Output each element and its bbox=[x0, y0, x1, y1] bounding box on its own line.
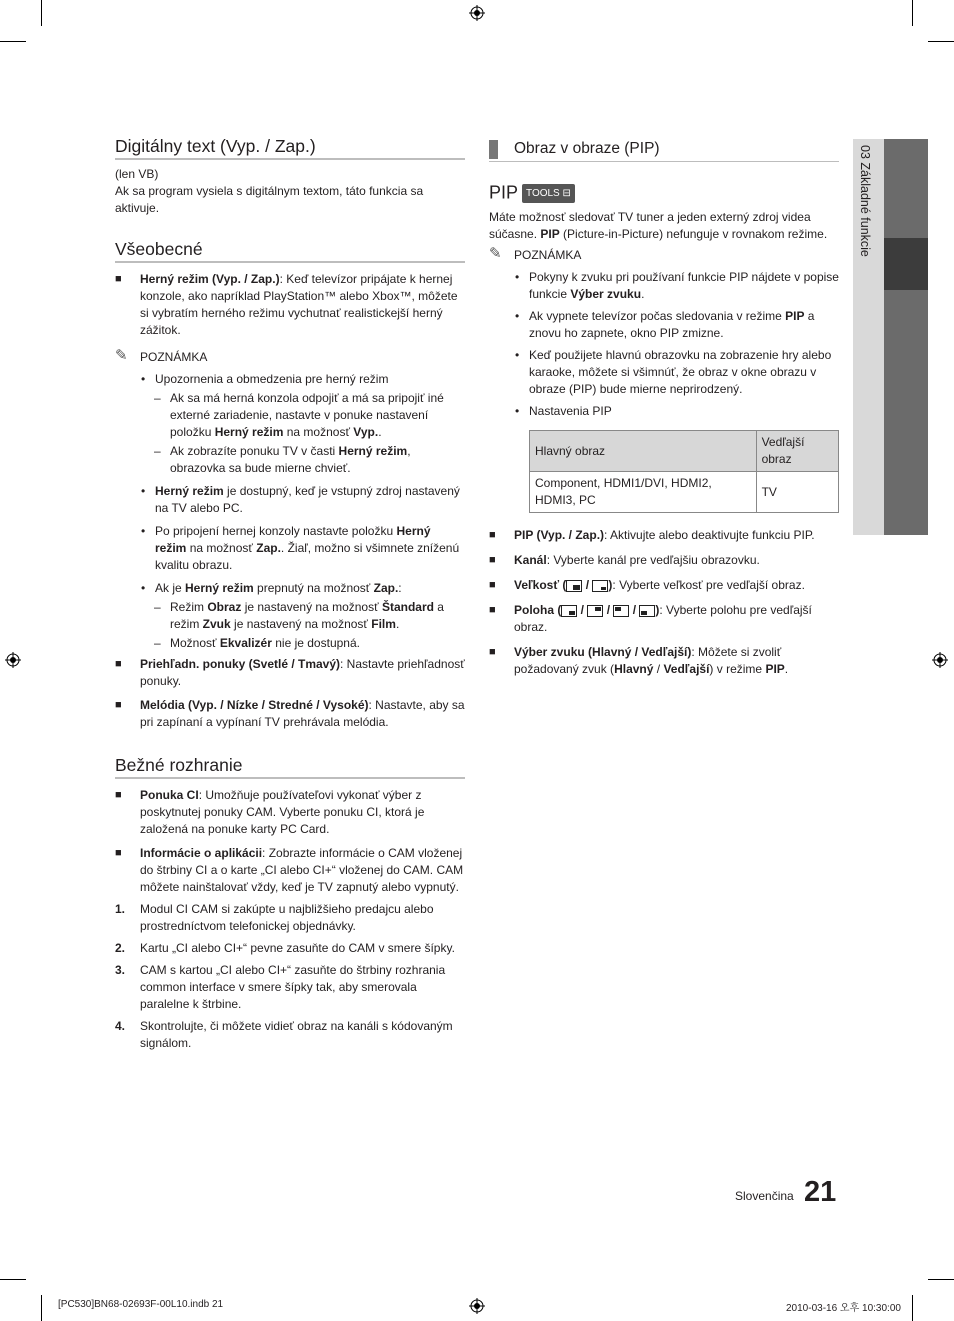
list-item: ■ Ponuka CI: Umožňuje používateľovi vykonať výber z poskytnutej ponuky CAM. Vyberte ponuku CI, ktorá je založená na ponuke karty PC Card. bbox=[115, 787, 465, 838]
crop-mark bbox=[928, 41, 954, 42]
pencil-icon: ✎ bbox=[115, 347, 128, 364]
note: ✎ POZNÁMKA bbox=[489, 245, 582, 262]
table-header: Vedľajší obraz bbox=[756, 431, 838, 472]
list-item: ■ PIP (Vyp. / Zap.): Aktivujte alebo deaktivujte funkciu PIP. bbox=[489, 527, 839, 544]
crop-mark bbox=[912, 0, 913, 26]
list-item: • Nastavenia PIP bbox=[489, 403, 839, 420]
registration-mark-icon bbox=[932, 652, 948, 668]
crop-mark bbox=[912, 1295, 913, 1321]
chapter-tab-label: 03 Základné funkcie bbox=[858, 145, 872, 257]
chapter-tab-dark bbox=[884, 139, 928, 535]
list-item: – Režim Obraz je nastavený na možnosť Štandard a režim Zvuk je nastavený na možnosť Film. bbox=[115, 599, 465, 633]
print-slug-left: [PC530]BN68-02693F-00L10.indb 21 bbox=[58, 1299, 224, 1310]
section-title-common-interface: Bežné rozhranie bbox=[115, 757, 465, 779]
page-number: 21 bbox=[804, 1176, 837, 1208]
pip-settings-table bbox=[529, 430, 839, 513]
list-item: ■ Priehľadn. ponuky (Svetlé / Tmavý): Nastavte priehľadnosť ponuky. bbox=[115, 656, 465, 690]
print-slug-right: 2010-03-16 오후 10:30:00 bbox=[786, 1303, 901, 1314]
table-header: Hlavný obraz bbox=[530, 431, 757, 472]
position-bottom-right-icon bbox=[561, 605, 577, 617]
step-item: 2. Kartu „CI alebo CI+“ pevne zasuňte do CAM v smere šípky. bbox=[115, 941, 455, 955]
list-item: – Ak zobrazíte ponuku TV v časti Herný režim, obrazovka sa bude mierne chvieť. bbox=[115, 443, 465, 477]
list-item: – Ak sa má herná konzola odpojiť a má sa pripojiť iné externé zariadenie, nastavte v ponuke nastavení položku Herný režim na možnosť Vyp.. bbox=[115, 390, 465, 441]
list-item: ■ Informácie o aplikácii: Zobrazte informácie o CAM vloženej do štrbiny CI a o karte „CI alebo CI+“ vloženej do CAM. CAM môžete nainštalovať vždy, keď je TV zapnutý alebo vypnutý. bbox=[115, 845, 465, 896]
right-column bbox=[489, 138, 839, 678]
size-small-icon bbox=[592, 580, 608, 592]
footer-language: Slovenčina bbox=[735, 1189, 794, 1203]
list-item: • Upozornenia a obmedzenia pre herný režim bbox=[115, 371, 465, 388]
list-item: ■ Veľkosť ( / ): Vyberte veľkosť pre vedľajší obraz. bbox=[489, 577, 839, 594]
chapter-tab-marker bbox=[884, 238, 928, 290]
position-top-left-icon bbox=[613, 605, 629, 617]
list-item: • Po pripojení hernej konzoly nastavte položku Herný režim na možnosť Zap.. Žiaľ, možno si všimnete zníženú kvalitu obrazu. bbox=[115, 523, 465, 574]
registration-mark-icon bbox=[5, 652, 21, 668]
paragraph: Máte možnosť sledovať TV tuner a jeden externý zdroj videa súčasne. PIP (Picture-in-Picture) nefunguje v rovnakom režime. bbox=[489, 210, 828, 241]
list-item: • Keď použijete hlavnú obrazovku na zobrazenie hry alebo karaoke, môžete si všimnúť, že obraz v okne obrazu v obraze (PIP) bude mierne neprirodzený. bbox=[489, 347, 839, 398]
left-column bbox=[115, 138, 465, 1052]
list-item: • Ak vypnete televízor počas sledovania v režime PIP a znovu ho zapnete, okno PIP zmizne. bbox=[489, 308, 839, 342]
pencil-icon: ✎ bbox=[489, 245, 502, 262]
section-title-general: Všeobecné bbox=[115, 241, 465, 263]
crop-mark bbox=[41, 1295, 42, 1321]
step-item: 1. Modul CI CAM si zakúpte u najbližšieho predajcu alebo prostredníctvom telefonickej objednávky. bbox=[115, 902, 434, 933]
size-large-icon bbox=[566, 580, 582, 592]
paragraph: (len VB) bbox=[115, 167, 159, 181]
position-top-right-icon bbox=[587, 605, 603, 617]
section-header-pip: Obraz v obraze (PIP) bbox=[489, 138, 839, 162]
section-title-digital-text: Digitálny text (Vyp. / Zap.) bbox=[115, 138, 465, 160]
note: ✎ POZNÁMKA bbox=[115, 347, 208, 364]
list-item: – Možnosť Ekvalizér nie je dostupná. bbox=[115, 635, 465, 652]
list-item: ■ Melódia (Vyp. / Nízke / Stredné / Vysoké): Nastavte, aby sa pri zapínaní a vypínaní TV prehrávala melódia. bbox=[115, 697, 465, 731]
position-bottom-left-icon bbox=[639, 605, 655, 617]
registration-mark-icon bbox=[469, 1298, 485, 1314]
registration-mark-icon bbox=[469, 5, 485, 21]
list-item: • Ak je Herný režim prepnutý na možnosť Zap.: bbox=[115, 580, 465, 597]
list-item: • Pokyny k zvuku pri používaní funkcie PIP nájdete v popise funkcie Výber zvuku. bbox=[489, 269, 839, 303]
paragraph: Ak sa program vysiela s digitálnym textom, táto funkcia sa aktivuje. bbox=[115, 184, 424, 215]
section-bar bbox=[489, 140, 498, 159]
pip-title: PIP TOOLS ⊟ bbox=[489, 184, 839, 203]
table-cell: Component, HDMI1/DVI, HDMI2, HDMI3, PC bbox=[530, 472, 757, 513]
crop-mark bbox=[0, 1279, 26, 1280]
list-item: • Herný režim je dostupný, keď je vstupný zdroj nastavený na TV alebo PC. bbox=[115, 483, 465, 517]
table-cell: TV bbox=[756, 472, 838, 513]
crop-mark bbox=[928, 1279, 954, 1280]
step-item: 4. Skontrolujte, či môžete vidieť obraz na kanáli s kódovaným signálom. bbox=[115, 1019, 453, 1050]
crop-mark bbox=[0, 41, 26, 42]
tools-button-icon: TOOLS ⊟ bbox=[522, 184, 575, 203]
list-item: ■ Kanál: Vyberte kanál pre vedľajšiu obrazovku. bbox=[489, 552, 839, 569]
crop-mark bbox=[41, 0, 42, 26]
list-item: ■ Herný režim (Vyp. / Zap.): Keď televízor pripájate k hernej konzole, ako napríklad PlayStation™ alebo Xbox™, môžete si vybratím herného režimu vychutnať realistickejší herný zážitok. bbox=[115, 271, 465, 339]
list-item: ■ Výber zvuku (Hlavný / Vedľajší): Môžete si zvoliť požadovaný zvuk (Hlavný / Vedľajší) v režime PIP. bbox=[489, 644, 839, 678]
list-item: ■ Poloha ( / / / ): Vyberte polohu pre vedľajší obraz. bbox=[489, 602, 839, 636]
step-item: 3. CAM s kartou „CI alebo CI+“ zasuňte do štrbiny rozhrania common interface v smere šípky tak, aby smerovala paralelne k štrbine. bbox=[115, 963, 446, 1011]
